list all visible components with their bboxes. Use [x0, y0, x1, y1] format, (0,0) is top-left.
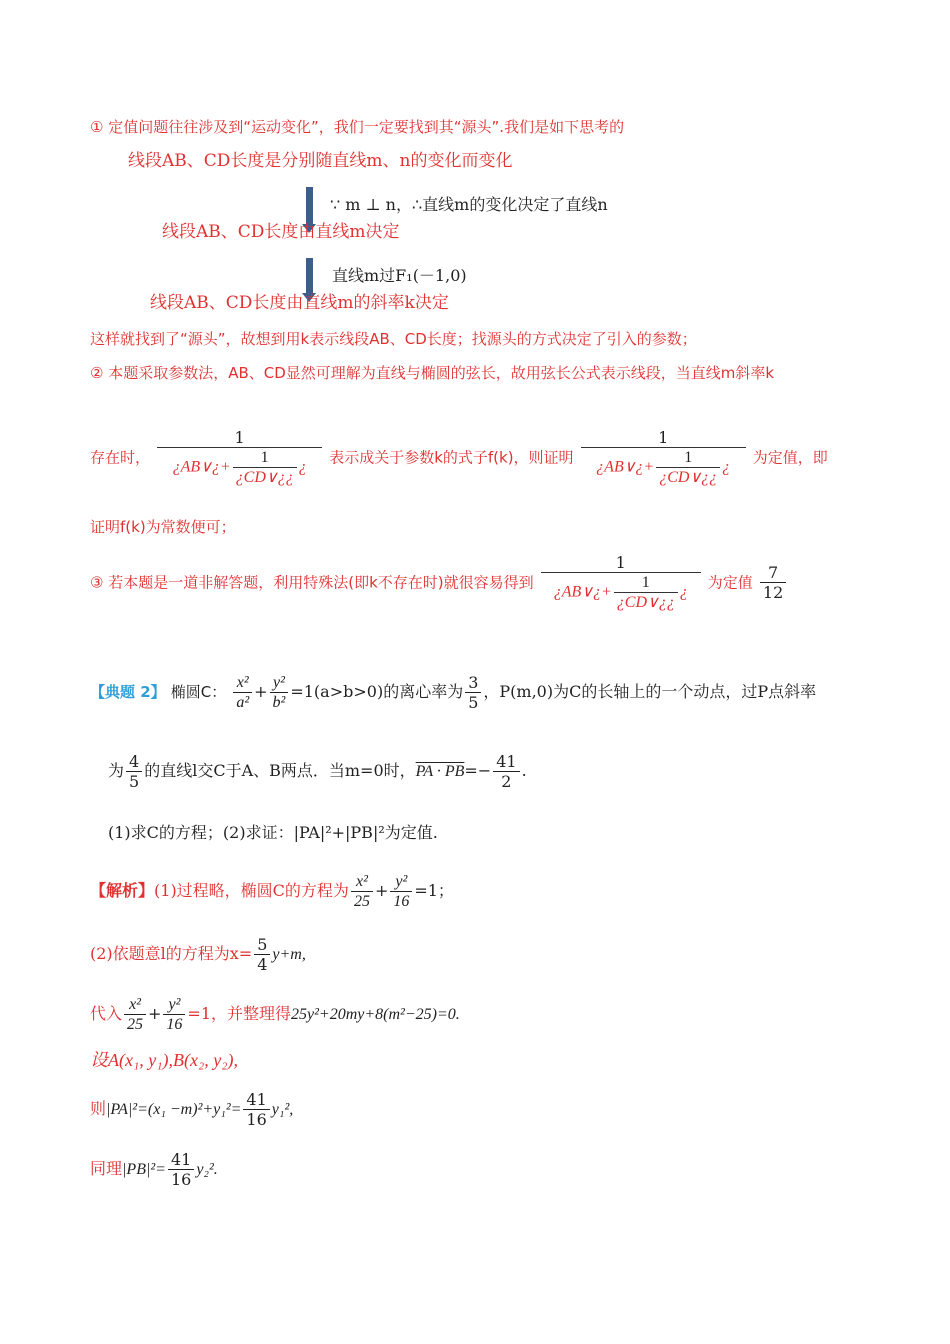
flow-arrow-down-icon [306, 258, 313, 294]
note-2-mid: 表示成关于参数k的式子f(k)，则证明 [329, 448, 574, 467]
s3-pre: 代入 [90, 1004, 123, 1024]
num: 41 [496, 752, 517, 771]
fraction-numerator: 1 [658, 428, 669, 447]
flow-step-2: 线段AB、CD长度由直线m决定 [162, 222, 400, 242]
frac-3-5 [465, 673, 481, 712]
s5-post: y₁², [271, 1101, 294, 1119]
den: 16 [390, 891, 412, 911]
num: x² [236, 674, 249, 691]
note-3 [90, 553, 788, 613]
num: y² [168, 996, 181, 1013]
s5-eq: |PA|²=(x₁ −m)²+y₁²= [106, 1101, 242, 1119]
note-1-conclusion: 这样就找到了“源头”，故想到用k表示线段AB、CD长度；找源头的方式决定了引入的参数； [90, 330, 697, 348]
s6-eq: |PB|²= [122, 1161, 166, 1179]
num: 41 [246, 1090, 267, 1109]
den: b² [270, 692, 289, 712]
num: 5 [257, 935, 268, 954]
vector-pa-pb: PA · PB [415, 763, 465, 781]
den: 5 [126, 771, 142, 791]
den-ab: ¿AB∨¿+ [596, 458, 655, 476]
s6-pre: 同理 [90, 1159, 123, 1179]
value-7-12 [760, 563, 786, 602]
note-2-line-3: 证明f(k)为常数便可； [90, 518, 236, 536]
solution-label: 【解析】 [90, 881, 155, 901]
den: 16 [243, 1109, 269, 1129]
den-tail: ¿ [679, 583, 688, 601]
den: 25 [124, 1014, 146, 1034]
fraction-numerator: 1 [615, 553, 626, 572]
reason-2: 直线m过F₁(－1,0) [332, 266, 467, 285]
flow-arrow-down-icon [306, 187, 313, 225]
frac-x2-25b [124, 995, 146, 1034]
den-ab: ¿AB∨¿+ [553, 583, 612, 601]
fraction-ab-cd-2 [581, 428, 746, 488]
flow-step-3: 线段AB、CD长度由直线m的斜率k决定 [150, 293, 449, 313]
inner-num: 1 [684, 449, 693, 467]
num: 4 [129, 752, 140, 771]
s1-pre: (1)过程略，椭圆C的方程为 [154, 881, 349, 901]
den: 25 [351, 891, 373, 911]
solution-line-4: 设A(x₁, y₁),B(x₂, y₂), [90, 1050, 238, 1070]
frac-y2-16 [390, 872, 412, 911]
solution-line-2 [90, 935, 306, 974]
s2-pre: (2)依题意l的方程为x= [90, 944, 253, 964]
frac-4-5 [126, 752, 142, 791]
num: x² [129, 996, 141, 1013]
frac-5-4 [254, 935, 270, 974]
inner-den: ¿CD∨¿¿ [233, 467, 297, 487]
s6-post: y₂². [196, 1161, 218, 1179]
note-2-line-2 [90, 428, 828, 488]
solution-line-1: 【解析】(1)过程略，椭圆C的方程为 $\frac{\text{x²}}{25}$ + $\frac{\text{y²}}{16}$ =1； [90, 873, 454, 911]
example-question: (1)求C的方程；(2)求证：|PA|²+|PB|²为定值. [108, 823, 438, 842]
note-2-pre: 存在时， [90, 448, 151, 467]
s3-eq: 25y²+20my+8(m²−25)=0. [291, 1006, 460, 1024]
solution-line-5 [90, 1090, 293, 1129]
example-line-2: 为 $\frac{4}{5}$ 的直线l交C于A、B两点．当m=0时，PA · PB=− $\frac{41}{2}$ . [108, 752, 527, 792]
den-tail: ¿ [722, 458, 731, 476]
num: 41 [170, 1150, 192, 1169]
inner-den: ¿CD∨¿¿ [614, 592, 678, 612]
fraction-ab-cd-3 [541, 553, 701, 613]
s5-pre: 则 [90, 1099, 107, 1119]
frac-y2-b2 [270, 673, 289, 712]
frac-y2-16b [163, 995, 185, 1034]
den: 4 [254, 954, 270, 974]
num: 7 [767, 563, 779, 583]
note-3-mid: 为定值 [707, 573, 753, 592]
frac-41-16 [243, 1090, 269, 1129]
frac-x2-a2 [233, 673, 252, 712]
example-label: 【典题 2】 [90, 683, 166, 702]
inner-num: 1 [641, 574, 650, 592]
den: a² [233, 692, 252, 712]
den: 2 [493, 771, 519, 791]
frac-41-2 [493, 752, 519, 791]
example-line-prefix: 为 [108, 761, 125, 781]
reason-1: ∵ m ⊥ n，∴直线m的变化决定了直线n [330, 195, 608, 214]
s3-mid: =1，并整理得 [187, 1004, 292, 1024]
fraction-ab-cd [157, 428, 322, 488]
fraction-denominator [541, 572, 701, 612]
den-tail: ¿ [298, 458, 307, 476]
example-eq: =− [464, 761, 492, 781]
note-2-post: 为定值，即 [752, 448, 828, 467]
inner-num: 1 [260, 449, 269, 467]
example-ecc: =1(a>b>0)的离心率为 [290, 682, 464, 702]
s1-post: =1； [414, 881, 454, 901]
solution-line-3: 代入 $\frac{\text{x²}}{25}$ + $\frac{\text{y²}}{16}$ =1，并整理得25y²+20my+8(m²−25)=0. [90, 996, 460, 1034]
example-line-body: 的直线l交C于A、B两点．当m=0时， [144, 761, 416, 781]
solution-line-6 [90, 1150, 218, 1189]
den-ab: ¿AB∨¿+ [172, 458, 231, 476]
num: x² [355, 873, 368, 890]
inner-fraction [614, 573, 678, 612]
frac-41-16b [168, 1150, 194, 1189]
fraction-denominator [581, 447, 746, 487]
flow-step-1: 线段AB、CD长度是分别随直线m、n的变化而变化 [128, 151, 513, 171]
inner-fraction [656, 448, 720, 487]
fraction-numerator: 1 [234, 428, 245, 447]
den: 16 [163, 1014, 185, 1034]
inner-den: ¿CD∨¿¿ [656, 467, 720, 487]
note-1: ① 定值问题往往涉及到“运动变化”，我们一定要找到其“源头”.我们是如下思考的 [90, 118, 625, 136]
den: 12 [760, 582, 786, 602]
s2-post: y+m, [272, 946, 306, 964]
den: 16 [168, 1169, 194, 1189]
note-3-pre: ③ 若本题是一道非解答题，利用特殊法(即k不存在时)就很容易得到 [90, 573, 534, 592]
num: 3 [468, 673, 479, 692]
note-2-line-1: ② 本题采取参数法，AB、CD显然可理解为直线与椭圆的弦长，故用弦长公式表示线段，当直线m斜率k [90, 364, 775, 382]
num: y² [395, 873, 408, 890]
example-p: ，P(m,0)为C的长轴上的一个动点，过P点斜率 [483, 682, 817, 702]
den: 5 [465, 692, 481, 712]
fraction-denominator [157, 447, 322, 487]
num: y² [272, 674, 285, 691]
example-line-1: 【典题 2】 椭圆C： $\frac{\text{x²}}{\text{a²}}$ + $\frac{\text{y²}}{\text{b²}}$ =1(a>b>0)的离心率为 $\frac{3}{5}$ ，P(m,0)为C的长轴上的一个动点，过P点斜率 [90, 673, 817, 713]
inner-fraction [233, 448, 297, 487]
example-intro: 椭圆C： [170, 683, 227, 702]
frac-x2-25 [351, 872, 373, 911]
